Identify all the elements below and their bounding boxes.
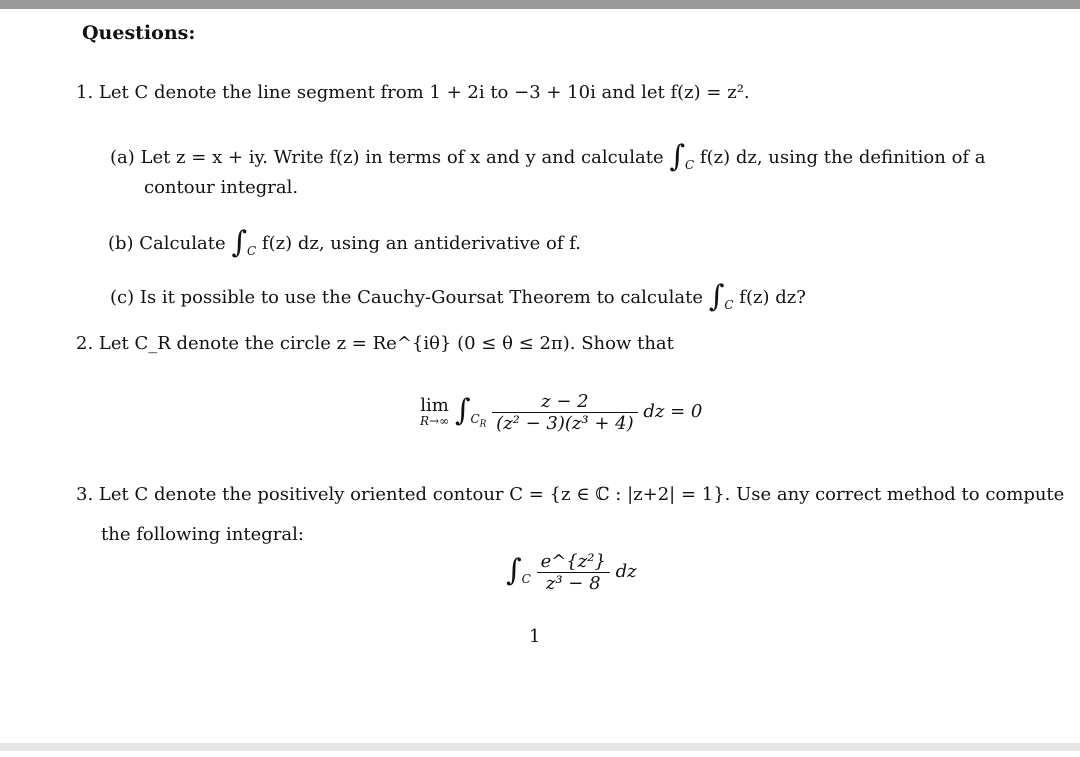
q2-display-equation: lim R→∞ $\int_{C_R}$ $\frac{z - 2}{\text{(z² − 3)(z³ + 4)}}$ dz = 0	[420, 390, 703, 434]
q2-fraction: $\frac{z - 2}{\text{(z² − 3)(z³ + 4)}}$	[492, 391, 637, 434]
integral-sign: ∫	[669, 139, 685, 174]
q3-line2: the following integral:	[101, 524, 304, 545]
q1a-line2: contour integral.	[144, 177, 299, 198]
integral-sign: ∫	[708, 279, 725, 314]
q3-line1: 3. Let C denote the positively oriented contour C = {z ∈ ℂ : |z+2| = 1}. Use any correct method to compute	[76, 484, 1065, 505]
q1-text: 1. Let C denote the line segment from 1 + 2i to −3 + 10i and let f(z) = z².	[76, 82, 750, 103]
heading: Questions:	[82, 22, 196, 44]
integral-sign: ∫	[454, 393, 471, 428]
q1a-line1: (a) Let z = x + iy. Write f(z) in terms of x and y and calculate $\int_C$ f(z) dz, using the definition of a	[110, 139, 986, 174]
q3-fraction: $\frac{\text{e\textasciicircum{}\{z²\}}}{\text{z³ − 8}}$	[537, 551, 610, 594]
q3-display-equation: $\int_C$ $\frac{\text{e\textasciicircum{}\{z²\}}}{\text{z³ − 8}}$ dz	[506, 550, 637, 594]
limit: lim R→∞	[420, 395, 450, 428]
q1c: (c) Is it possible to use the Cauchy-Goursat Theorem to calculate $\int_C$ f(z) dz?	[110, 279, 806, 314]
q1-statement	[76, 82, 750, 103]
integral-sign: ∫	[231, 225, 247, 260]
page-number: 1	[529, 626, 541, 647]
q2-statement: 2. Let C_R denote the circle z = Re^{iθ} (0 ≤ θ ≤ 2π). Show that	[76, 333, 674, 354]
q1b: (b) Calculate $\int_C$ f(z) dz, using an antiderivative of f.	[108, 225, 581, 260]
bottom-border	[0, 743, 1080, 751]
integral-sign: ∫	[506, 553, 522, 588]
